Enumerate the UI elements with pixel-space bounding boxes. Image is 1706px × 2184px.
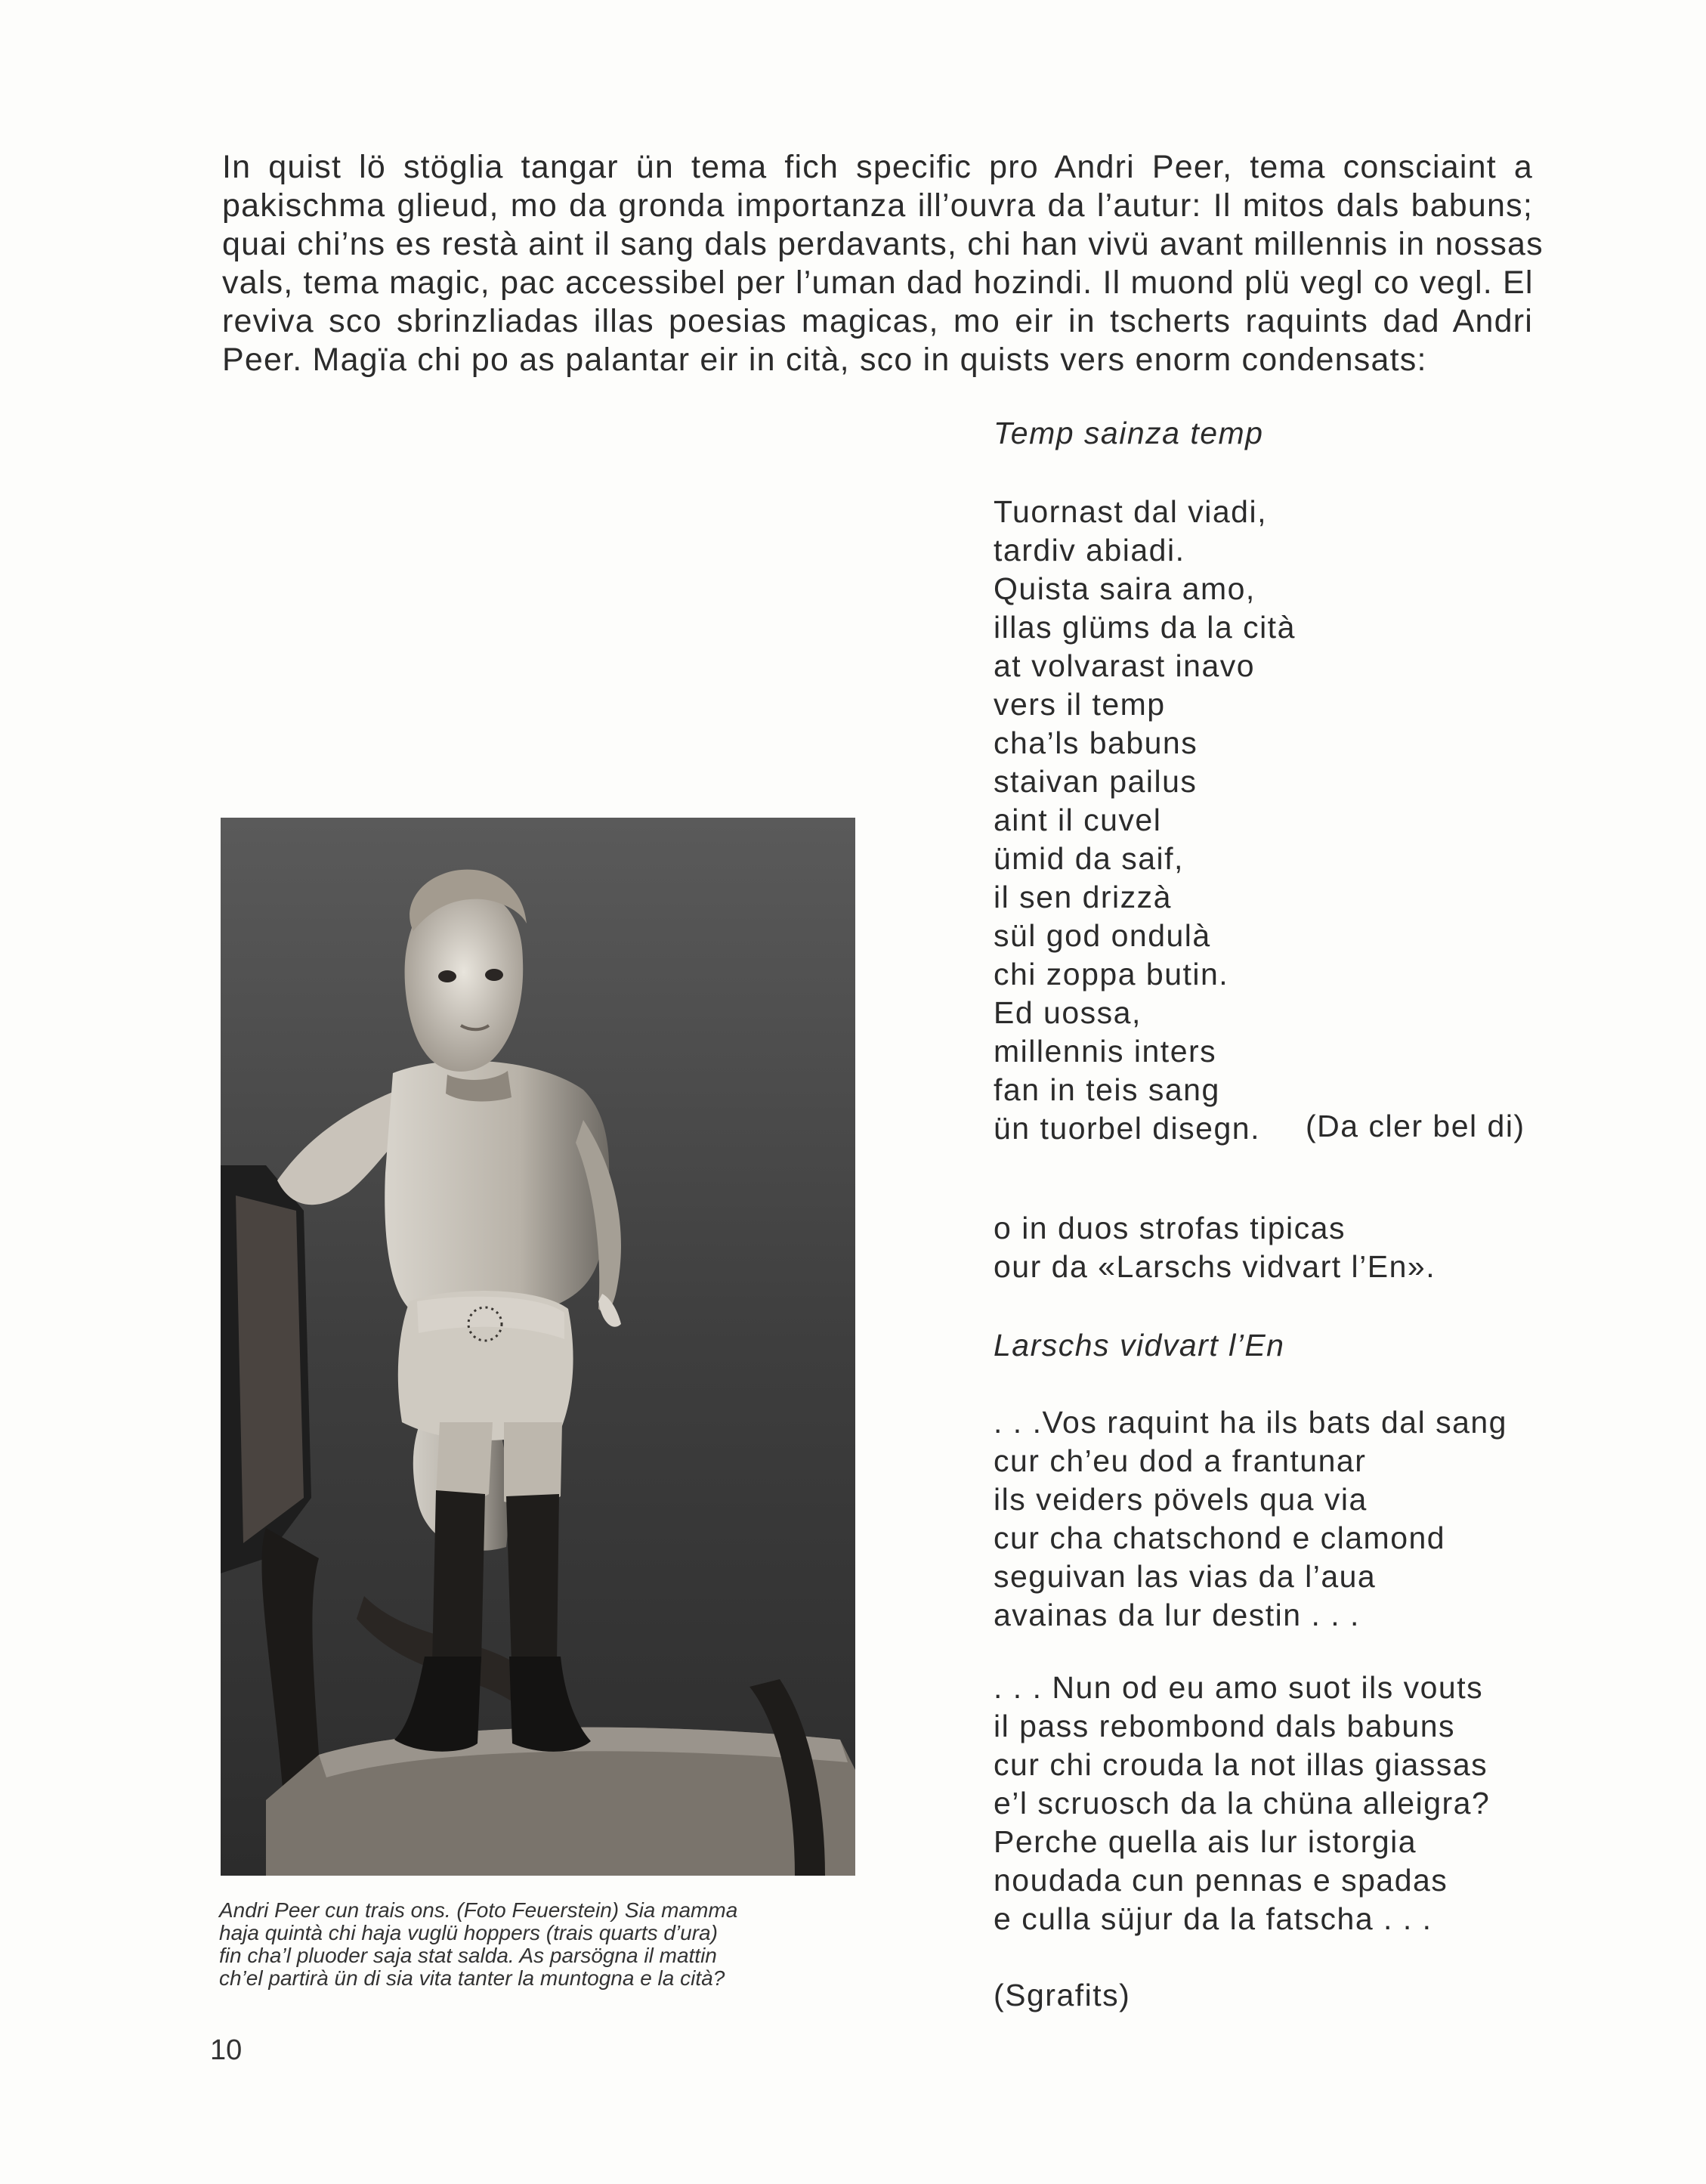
poem-line: cur ch’eu dod a frantunar [994, 1443, 1367, 1478]
intro-line: quai chi’ns es restà aint il sang dals perdavants, chi han vivü avant millennis in nossas [222, 226, 1544, 262]
poem-line: . . . Nun od eu amo suot ils vouts [994, 1670, 1484, 1705]
poem1-title: Temp sainza temp [994, 416, 1264, 450]
caption-line: haja quintà chi haja vuglü hoppers (trais quarts d’ura) [219, 1921, 718, 1944]
child-photo-illustration [221, 818, 855, 1876]
poem2-stanza-2 [994, 1669, 1568, 1938]
poem2-source: (Sgrafits) [994, 1978, 1131, 2012]
poem-line: sül god ondulà [994, 918, 1211, 953]
poem-line: chi zoppa butin. [994, 957, 1229, 991]
poem2-title: Larschs vidvart l’En [994, 1328, 1285, 1363]
poem-line: ümid da saif, [994, 841, 1184, 876]
poem2-stanza-1 [994, 1403, 1568, 1635]
poem-line: staivan pailus [994, 764, 1198, 799]
poem-line: noudada cun pennas e spadas [994, 1863, 1448, 1898]
intro-line: pakischma glieud, mo da gronda importanza ill’ouvra da l’autur: Il mitos dals babuns; [222, 187, 1533, 224]
intro-line: Peer. Magïa chi po as palantar eir in cità, sco in quists vers enorm condensats: [222, 342, 1427, 378]
caption-line: Andri Peer cun trais ons. (Foto Feuerstein) Sia mamma [219, 1898, 738, 1922]
poem-line: at volvarast inavo [994, 648, 1256, 683]
poem-line: e’l scruosch da la chüna alleigra? [994, 1786, 1491, 1821]
intro-line: reviva sco sbrinzliadas illas poesias magicas, mo eir in tscherts raquints dad Andri [222, 303, 1533, 339]
poem-line: aint il cuvel [994, 803, 1162, 837]
poem-line: cur cha chatschond e clamond [994, 1520, 1446, 1555]
poem2-intro-line: o in duos strofas tipicas [994, 1211, 1346, 1245]
poem-line: ils veiders pövels qua via [994, 1482, 1368, 1517]
page-number: 10 [210, 2034, 243, 2066]
poem-line: e culla süjur da la fatscha . . . [994, 1901, 1432, 1936]
poem-line: Ed uossa, [994, 995, 1142, 1030]
poem-line: ün tuorbel disegn. [994, 1111, 1260, 1146]
poem2-intro [994, 1209, 1568, 1286]
poem-line: cha’ls babuns [994, 725, 1198, 760]
poem2-intro-line: our da «Larschs vidvart l’En». [994, 1249, 1436, 1284]
poem-line: cur chi crouda la not illas giassas [994, 1747, 1488, 1782]
poem-line: Quista saira amo, [994, 571, 1256, 606]
intro-line: vals, tema magic, pac accessibel per l’uman dad hozindi. Il muond plü vegl co vegl. El [222, 264, 1534, 301]
intro-paragraph [222, 148, 1544, 379]
poem-line: fan in teis sang [994, 1072, 1220, 1107]
poem-line: avainas da lur destin . . . [994, 1598, 1360, 1632]
poem1-source: (Da cler bel di) [1306, 1109, 1525, 1143]
photo-caption [219, 1899, 854, 1990]
caption-line: fin cha’l pluoder saja stat salda. As parsögna il mattin [219, 1944, 717, 1967]
poem-line: Perche quella ais lur istorgia [994, 1824, 1417, 1859]
poem-line: seguivan las vias da l’aua [994, 1559, 1377, 1594]
poem-line: il sen drizzà [994, 880, 1172, 914]
caption-line: ch’el partirà ün di sia vita tanter la muntogna e la cità? [219, 1966, 725, 1990]
poem-line: vers il temp [994, 687, 1166, 722]
poem-line: il pass rebombond dals babuns [994, 1709, 1456, 1743]
poem-line: . . .Vos raquint ha ils bats dal sang [994, 1405, 1507, 1440]
poem-line: millennis inters [994, 1034, 1217, 1069]
poem-line: illas glüms da la cità [994, 610, 1296, 645]
poem-line: tardiv abiadi. [994, 533, 1185, 568]
poem1-body [994, 493, 1568, 1148]
intro-line: In quist lö stöglia tangar ün tema fich specific pro Andri Peer, tema consciaint a [222, 149, 1533, 185]
poem-line: Tuornast dal viadi, [994, 494, 1267, 529]
child-photo [221, 818, 855, 1876]
